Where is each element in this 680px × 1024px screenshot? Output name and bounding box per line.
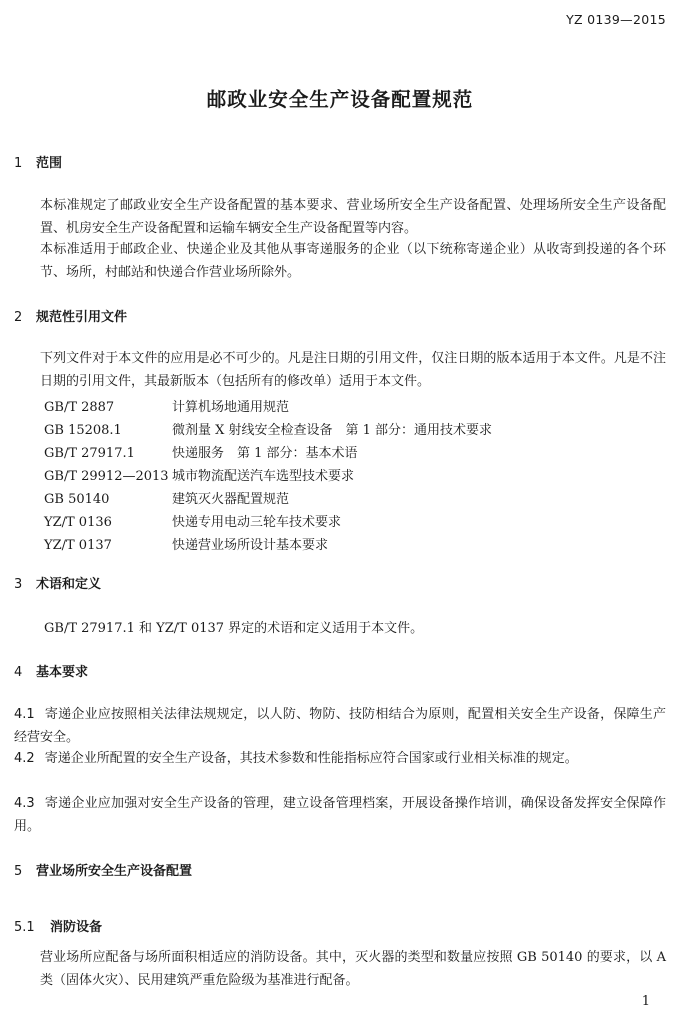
section-3-heading <box>14 573 101 592</box>
reference-item <box>44 396 289 415</box>
section-number: 5.1 <box>14 920 35 935</box>
section-4-heading <box>14 661 88 680</box>
section-5-1-heading <box>14 916 102 935</box>
section-title: 基本要求 <box>36 665 89 680</box>
section-3-paragraph: GB/T 27917.1 和 YZ/T 0137 界定的术语和定义适用于本文件。 <box>44 621 424 636</box>
section-5-1-paragraph <box>14 946 666 992</box>
clause-4-2 <box>14 747 666 770</box>
clause-number: 4.1 <box>14 707 35 722</box>
section-5-heading <box>14 860 192 879</box>
reference-code: GB 15208.1 <box>44 423 122 438</box>
section-2-intro <box>14 347 666 393</box>
page-number: 1 <box>641 994 650 1009</box>
section-number: 2 <box>14 310 23 325</box>
clause-text: 寄递企业应加强对安全生产设备的管理，建立设备管理档案，开展设备操作培训，确保设备发挥安全保障作用。 <box>14 796 666 834</box>
clause-text: 寄递企业应按照相关法律法规规定，以人防、物防、技防相结合为原则，配置相关安全生产设备，保障生产经营安全。 <box>14 707 666 745</box>
reference-code: GB/T 2887 <box>44 400 115 415</box>
paragraph-text: 下列文件对于本文件的应用是必不可少的。凡是注日期的引用文件，仅注日期的版本适用于本文件。凡是不注日期的引用文件，其最新版本（包括所有的修改单）适用于本文件。 <box>40 351 666 389</box>
reference-title: 快递专用电动三轮车技术要求 <box>172 515 342 530</box>
section-title: 范围 <box>36 156 63 171</box>
clause-4-3 <box>14 792 666 838</box>
section-title: 营业场所安全生产设备配置 <box>36 864 193 879</box>
reference-item <box>44 419 492 438</box>
reference-title: 快递营业场所设计基本要求 <box>172 538 329 553</box>
section-1-heading <box>14 152 62 171</box>
standard-code: YZ 0139—2015 <box>566 12 666 27</box>
reference-item <box>44 511 341 530</box>
reference-code: GB/T 29912—2013 <box>44 469 169 484</box>
reference-code: GB/T 27917.1 <box>44 446 135 461</box>
section-number: 5 <box>14 864 23 879</box>
clause-4-1 <box>14 703 666 749</box>
section-number: 4 <box>14 665 23 680</box>
reference-code: YZ/T 0137 <box>44 538 112 553</box>
reference-item <box>44 442 358 461</box>
section-title: 规范性引用文件 <box>36 310 128 325</box>
reference-code: YZ/T 0136 <box>44 515 112 530</box>
section-title: 消防设备 <box>50 920 103 935</box>
section-number: 1 <box>14 156 23 171</box>
reference-title: 城市物流配送汽车选型技术要求 <box>172 469 355 484</box>
reference-title: 微剂量 X 射线安全检查设备 第 1 部分：通用技术要求 <box>172 423 493 438</box>
clause-number: 4.2 <box>14 751 35 766</box>
reference-item <box>44 534 328 553</box>
section-1-paragraph-1 <box>14 194 666 240</box>
document-title: 邮政业安全生产设备配置规范 <box>206 88 474 111</box>
section-1-paragraph-2 <box>14 238 666 284</box>
reference-title: 计算机场地通用规范 <box>172 400 290 415</box>
clause-number: 4.3 <box>14 796 35 811</box>
paragraph-text: 本标准规定了邮政业安全生产设备配置的基本要求、营业场所安全生产设备配置、处理场所安全生产设备配置、机房安全生产设备配置和运输车辆安全生产设备配置等内容。 <box>40 198 666 236</box>
paragraph-text: 本标准适用于邮政企业、快递企业及其他从事寄递服务的企业（以下统称寄递企业）从收寄到投递的各个环节、场所，村邮站和快递合作营业场所除外。 <box>40 242 666 280</box>
reference-item <box>44 465 354 484</box>
reference-code: GB 50140 <box>44 492 110 507</box>
section-title: 术语和定义 <box>36 577 102 592</box>
reference-title: 快递服务 第 1 部分：基本术语 <box>172 446 358 461</box>
reference-title: 建筑灭火器配置规范 <box>172 492 290 507</box>
section-number: 3 <box>14 577 23 592</box>
reference-item <box>44 488 289 507</box>
paragraph-text: 营业场所应配备与场所面积相适应的消防设备。其中，灭火器的类型和数量应按照 GB 50140 的要求，以 A 类（固体火灾）、民用建筑严重危险级为基准进行配备。 <box>40 950 666 988</box>
clause-text: 寄递企业所配置的安全生产设备，其技术参数和性能指标应符合国家或行业相关标准的规定。 <box>44 751 578 766</box>
section-2-heading <box>14 306 127 325</box>
